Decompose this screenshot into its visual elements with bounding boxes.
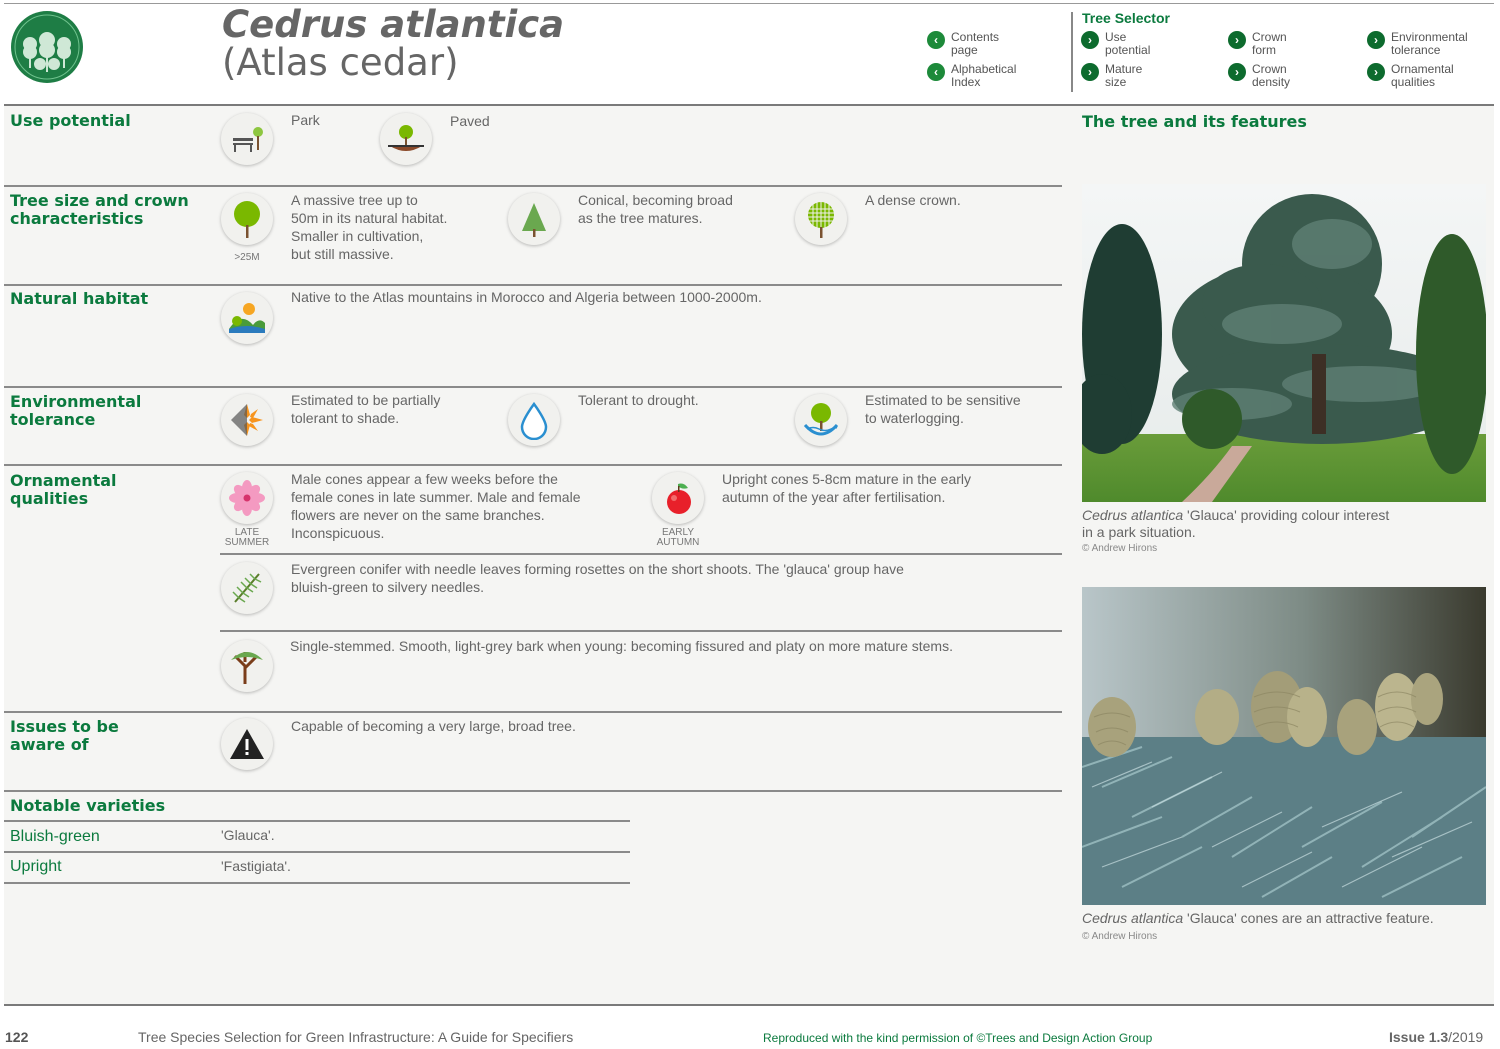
header-divider [1071,12,1073,92]
chevron-right-icon: › [1081,63,1099,81]
chevron-right-icon: › [1228,31,1246,49]
shade-tolerance-icon [221,394,273,446]
section-rule [4,386,1062,388]
variety-type: Bluish-green [10,828,100,845]
natural-habitat-text: Native to the Atlas mountains in Morocco and Algeria between 1000-2000m. [291,289,762,305]
tree-size-label: >25M [234,252,260,263]
variety-name: 'Glauca'. [221,827,275,843]
page-number: 122 [5,1029,29,1045]
tree-size-heading: Tree size and crown characteristics [10,191,189,228]
chevron-left-icon: ‹ [927,63,945,81]
varieties-rule [4,882,630,884]
environmental-tolerance-heading: Environmental tolerance [10,392,142,429]
fruit-icon [652,472,704,524]
variety-name: 'Fastigiata'. [221,858,291,874]
flower-text: Male cones appear a few weeks before the female cones in late summer. Male and female flowers are never on the same branches. Inconspicuous. [291,471,581,541]
species-common-name: (Atlas cedar) [222,41,459,84]
use-park-label: Park [291,112,320,128]
use-paved-label: Paved [450,113,490,129]
notable-varieties-heading: Notable varieties [10,796,166,815]
section-rule [4,711,1062,713]
photo2-caption: Cedrus atlantica 'Glauca' cones are an attractive feature. [1082,910,1434,926]
bark-trunk-icon [221,640,273,692]
conical-crown-icon [508,193,560,245]
habitat-landscape-icon [221,292,273,344]
tree-selector-title: Tree Selector [1082,10,1170,26]
section-rule [4,790,1062,792]
photo1-credit: © Andrew Hirons [1082,543,1158,554]
park-bench-icon [221,113,273,165]
logo-icon [10,10,84,84]
varieties-rule [4,851,630,853]
subsection-rule [220,553,1062,555]
photo1-caption: Cedrus atlantica 'Glauca' providing colour interest in a park situation. [1082,507,1390,540]
selector-ornamental-qualities[interactable]: › Ornamental qualities [1367,63,1454,89]
fruit-season-label: EARLY AUTUMN [656,527,700,548]
drought-droplet-icon [508,394,560,446]
variety-type: Upright [10,858,62,875]
dense-crown-icon [795,193,847,245]
book-title: Tree Species Selection for Green Infrastructure: A Guide for Specifiers [138,1029,574,1045]
fruit-text: Upright cones 5-8cm mature in the early autumn of the year after fertilisation. [722,471,971,505]
tree-size-text: A massive tree up to 50m in its natural habitat. Smaller in cultivation, but still massive. [291,192,448,262]
section-rule [4,284,1062,286]
selector-crown-density[interactable]: › Crown density [1228,63,1290,89]
flower-season-label: LATE SUMMER [224,527,270,548]
cedar-tree-photo [1082,184,1486,502]
leaf-text: Evergreen conifer with needle leaves forming rosettes on the short shoots. The 'glauca' group have bluish-green to silvery needles. [291,561,904,595]
chevron-right-icon: › [1081,31,1099,49]
use-potential-heading: Use potential [10,111,131,130]
tree-size-icon [221,193,273,245]
drought-tolerance-text: Tolerant to drought. [578,392,699,408]
features-heading: The tree and its features [1082,112,1307,131]
section-rule [4,185,1062,187]
contents-page-link[interactable]: ‹ Contents page [927,31,999,57]
natural-habitat-heading: Natural habitat [10,289,149,308]
crown-density-text: A dense crown. [865,192,961,208]
issue-number: Issue 1.3/2019 [1389,1029,1484,1045]
chevron-right-icon: › [1367,63,1385,81]
section-rule [4,464,1062,466]
shade-tolerance-text: Estimated to be partially tolerant to shade. [291,392,441,426]
issues-heading: Issues to be aware of [10,717,119,754]
alphabetical-index-link[interactable]: ‹ Alphabetical Index [927,63,1016,89]
species-latin-name: Cedrus atlantica [222,3,565,46]
bark-text: Single-stemmed. Smooth, light-grey bark when young: becoming fissured and platy on more mature stems. [290,638,953,654]
subsection-rule [220,630,1062,632]
warning-icon [221,718,273,770]
waterlogging-text: Estimated to be sensitive to waterlogging. [865,392,1021,426]
selector-crown-form[interactable]: › Crown form [1228,31,1287,57]
cedar-cones-photo [1082,587,1486,905]
permission-note: Reproduced with the kind permission of ©Trees and Design Action Group [763,1031,1153,1045]
crown-form-text: Conical, becoming broad as the tree matures. [578,192,733,226]
selector-use-potential[interactable]: › Use potential [1081,31,1150,57]
issues-text: Capable of becoming a very large, broad tree. [291,718,576,734]
photo2-credit: © Andrew Hirons [1082,931,1158,942]
paved-tree-pit-icon [380,113,432,165]
footer-rule [4,1004,1494,1006]
waterlogging-icon [795,394,847,446]
flower-icon [221,472,273,524]
chevron-right-icon: › [1367,31,1385,49]
selector-mature-size[interactable]: › Mature size [1081,63,1142,89]
selector-environmental-tolerance[interactable]: › Environmental tolerance [1367,31,1468,57]
varieties-rule [4,820,630,822]
ornamental-qualities-heading: Ornamental qualities [10,471,117,508]
chevron-left-icon: ‹ [927,31,945,49]
chevron-right-icon: › [1228,63,1246,81]
needle-leaf-icon [221,562,273,614]
